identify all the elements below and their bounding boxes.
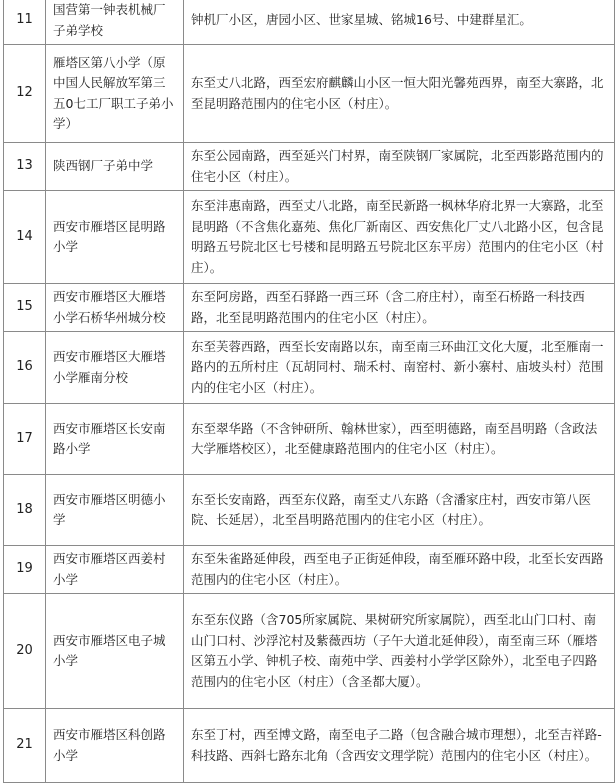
enrollment-area: 东至翠华路（不含钟研所、翰林世家），西至明德路，南至昌明路（含政法大学雁塔校区），北至健康路范围内的住宅小区（村庄）。 [184, 404, 615, 475]
school-name: 西安市雁塔区大雁塔小学雁南分校 [46, 332, 184, 404]
row-number: 21 [4, 709, 46, 783]
row-number: 20 [4, 594, 46, 709]
row-number: 11 [4, 0, 46, 45]
enrollment-area: 东至沣惠南路，西至丈八北路，南至民新路一枫林华府北界一大寨路，北至昆明路（不含焦化嘉苑、焦化厂新南区、西安焦化厂丈八北路小区，包含昆明路五号院北区七号楼和昆明路五号院北区东平房）范围内的住宅小区（村庄）。 [184, 191, 615, 284]
school-name: 西安市雁塔区电子城小学 [46, 594, 184, 709]
enrollment-area: 东至东仪路（含705所家属院、果树研究所家属院），西至北山门口村、南山门口村、沙浮沱村及紫薇西坊（子午大道北延伸段），南至南三环（雁塔区第五小学、钟机子校、南苑中学、西姜村小学学区除外），北至电子四路范围内的住宅小区（村庄）（含圣都大厦）。 [184, 594, 615, 709]
school-name: 西安市雁塔区明德小学 [46, 475, 184, 546]
enrollment-area: 东至丁村，西至博文路，南至电子二路（包含融合城市理想），北至吉祥路-科技路、西斜七路东北角（含西安文理学院）范围内的住宅小区（村庄）。 [184, 709, 615, 783]
school-name: 陕西钢厂子弟中学 [46, 143, 184, 191]
row-number: 12 [4, 45, 46, 143]
school-name: 西安市雁塔区科创路小学 [46, 709, 184, 783]
table-row [4, 594, 615, 709]
table-row [4, 284, 615, 332]
row-number: 18 [4, 475, 46, 546]
school-name: 西安市雁塔区长安南路小学 [46, 404, 184, 475]
school-name: 国营第一钟表机械厂子弟学校 [46, 0, 184, 45]
school-name: 西安市雁塔区西姜村小学 [46, 546, 184, 594]
enrollment-area: 东至芙蓉西路，西至长安南路以东，南至南三环曲江文化大厦，北至雁南一路内的五所村庄（瓦胡同村、瑞禾村、南窑村、新小寨村、庙坡头村）范围内的住宅小区（村庄）。 [184, 332, 615, 404]
enrollment-area: 东至阿房路，西至石驿路一西三环（含二府庄村），南至石桥路一科技西路，北至昆明路范围内的住宅小区（村庄）。 [184, 284, 615, 332]
table-row [4, 191, 615, 284]
table-row [4, 45, 615, 143]
school-name: 雁塔区第八小学（原中国人民解放军第三五0七工厂职工子弟小学） [46, 45, 184, 143]
row-number: 14 [4, 191, 46, 284]
enrollment-area: 东至公园南路，西至延兴门村界，南至陕钢厂家属院，北至西影路范围内的住宅小区（村庄）。 [184, 143, 615, 191]
table-row [4, 143, 615, 191]
row-number: 16 [4, 332, 46, 404]
school-name: 西安市雁塔区昆明路小学 [46, 191, 184, 284]
table-row [4, 0, 615, 45]
table-row [4, 475, 615, 546]
school-district-table [3, 0, 615, 783]
enrollment-area: 东至朱雀路延伸段，西至电子正街延伸段，南至雁环路中段，北至长安西路范围内的住宅小区（村庄）。 [184, 546, 615, 594]
row-number: 19 [4, 546, 46, 594]
table-row [4, 709, 615, 783]
enrollment-area: 钟机厂小区，唐园小区、世家星城、铭城16号、中建群星汇。 [184, 0, 615, 45]
enrollment-area: 东至长安南路，西至东仪路，南至丈八东路（含潘家庄村，西安市第八医院、长延居），北至昌明路范围内的住宅小区（村庄）。 [184, 475, 615, 546]
row-number: 15 [4, 284, 46, 332]
enrollment-area: 东至丈八北路，西至宏府麒麟山小区一恒大阳光馨苑西界，南至大寨路，北至昆明路范围内的住宅小区（村庄）。 [184, 45, 615, 143]
school-name: 西安市雁塔区大雁塔小学石桥华州城分校 [46, 284, 184, 332]
table-row [4, 332, 615, 404]
table-row [4, 404, 615, 475]
row-number: 17 [4, 404, 46, 475]
row-number: 13 [4, 143, 46, 191]
table-row [4, 546, 615, 594]
